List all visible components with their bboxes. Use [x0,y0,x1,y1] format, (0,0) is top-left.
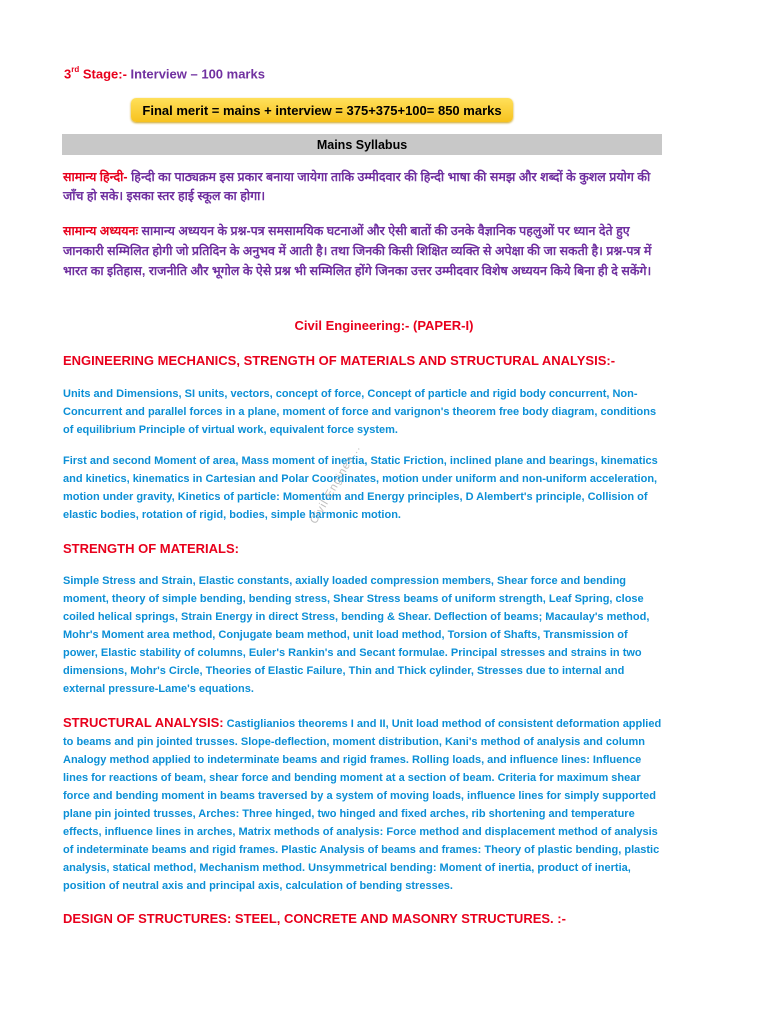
stage-suffix: rd [71,65,80,74]
general-studies-text: सामान्य अध्ययन के प्रश्न-पत्र समसामयिक घटनाओं और ऐसी बातों की उनके वैज्ञानिक पहलुओं पर ध्यान देते हुए जानकारी सम्मिलित होगी जो प्रतिदिन के अनुभव में आती है। तथा जिनकी किसी शिक्षित व्यक्ति से अपेक्षा की जा सकती है। प्रश्न-पत्र में भारत का इतिहास, राजनीति और भूगोल के ऐसे प्रश्न भी सम्मिलित होंगे जिनका उत्तर उम्मीदवार विशेष अध्ययन किये बिना ही दे सकेंगे। [63,224,652,278]
engineering-mechanics-paragraph-1: Units and Dimensions, SI units, vectors, concept of force, Concept of particle and rigid body concurrent, Non-Concurrent and parallel forces in a plane, moment of force and varignon's theorem free body diagram, conditions of equilibrium Principle of virtual work, equivalent force system. [63,388,657,436]
general-hindi-label: सामान्य हिन्दी- [63,170,128,184]
stage-line [64,66,265,81]
structural-analysis-label: STRUCTURAL ANALYSIS: [63,715,224,730]
watermark: Civil Enginee... [308,442,364,526]
mains-syllabus-header [62,134,662,155]
stage-detail: Interview – 100 marks [130,66,265,82]
structural-analysis-text: Castiglianios theorems I and II, Unit load method of consistent deformation applied to beams and pin jointed trusses. Slope-deflection, moment distribution, Kani's method of analysis and column Analogy method applied to indeterminate beams and rigid frames. Rolling loads, and influence lines: Influence lines for reactions of beam, shear force and bending moment at a section of beam. Criteria for maximum shear force and bending moment in beams traversed by a system of moving loads, influence lines for simply supported plane pin jointed trusses, Arches: Three hinged, two hinged and fixed arches, rib shortening and temperature effects, influence lines in arches, Matrix methods of analysis: Force method and displacement method of analysis of indeterminate beams and rigid frames. Plastic Analysis of beams and frames: Theory of plastic bending, plastic analysis, statical method, Mechanism method. Unsymmetrical bending: Moment of inertia, product of inertia, position of neutral axis and principal axis, calculation of bending stresses. [63,718,662,892]
final-merit-text: Final merit = mains + interview = 375+375+100= 850 marks [142,102,502,118]
general-hindi-paragraph [63,168,665,206]
paper-title: Civil Engineering:- (PAPER-I) [294,318,474,333]
general-studies-label: सामान्य अध्ययनः [63,224,139,238]
stage-number: 3 [64,66,72,82]
strength-of-materials-paragraph: Simple Stress and Strain, Elastic constants, axially loaded compression members, Shear force and bending moment, theory of simple bending, bending stress, Shear Stress beams of uniform strength, Leaf Spring, close coiled helical springs, Strain Energy in direct Stress, bending & Shear. Deflection of beams; Macaulay's method, Mohr's Moment area method, Conjugate beam method, unit load method, Torsion of Shafts, Transmission of power, Elastic stability of columns, Euler's Rankin's and Secant formulae. Principal stresses and strains in two dimensions, Mohr's Circle, Theories of Elastic Failure, Thin and Thick cylinder, Stresses due to internal and external pressure-Lame's equations. [63,575,650,695]
final-merit-box [131,98,513,122]
section-heading-design-of-structures: DESIGN OF STRUCTURES: STEEL, CONCRETE AND MASONRY STRUCTURES. :- [63,911,566,926]
section-heading-strength-of-materials: STRENGTH OF MATERIALS: [63,541,239,556]
mains-syllabus-title: Mains Syllabus [316,137,408,152]
stage-label: Stage:- [79,66,131,82]
section-heading-engineering-mechanics: ENGINEERING MECHANICS, STRENGTH OF MATERIALS AND STRUCTURAL ANALYSIS:- [63,353,616,368]
general-hindi-text: हिन्दी का पाठ्यक्रम इस प्रकार बनाया जायेगा ताकि उम्मीदवार की हिन्दी भाषा की समझ और शब्दों के कुशल प्रयोग की जाँच हो सके। इसका स्तर हाई स्कूल का होगा। [63,170,651,203]
general-studies-paragraph [63,221,665,281]
structural-analysis-paragraph [63,714,663,895]
engineering-mechanics-paragraph-2: First and second Moment of area, Mass moment of inertia, Static Friction, inclined plane and bearings, kinematics and kinetics, kinematics in Cartesian and Polar Coordinates, motion under uniform and non-uniform acceleration, motion under gravity, Kinetics of particle: Momentum and Energy principles, D Alembert's principle, Collision of elastic bodies, rotation of rigid, bodies, simple harmonic motion. [63,455,658,521]
